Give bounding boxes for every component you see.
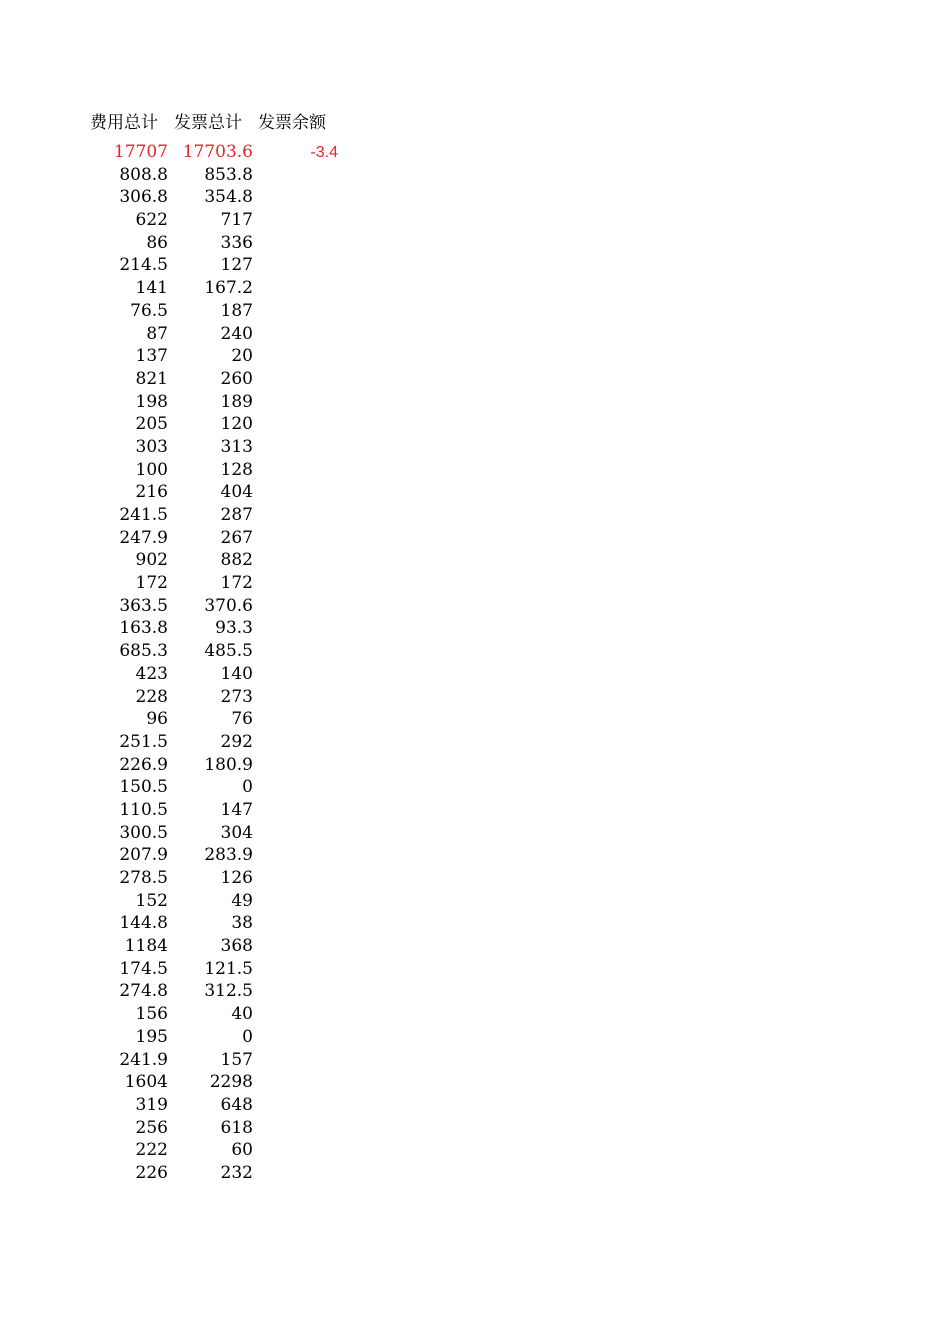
invoice-cell: 717 xyxy=(220,210,253,231)
expense-cell: 300.5 xyxy=(119,822,168,843)
table-row xyxy=(88,252,348,275)
invoice-cell: 273 xyxy=(220,686,253,707)
summary-expense-total: 17707 xyxy=(113,142,168,162)
expense-cell: 278.5 xyxy=(119,868,168,888)
expense-cell: 306.8 xyxy=(119,187,168,208)
expense-cell: 251.5 xyxy=(119,731,168,752)
invoice-cell: 147 xyxy=(220,799,253,820)
header-row xyxy=(88,110,348,136)
invoice-cell: 172 xyxy=(220,573,253,594)
invoice-cell: 189 xyxy=(220,391,253,412)
table-row xyxy=(88,433,348,456)
expense-cell: 303 xyxy=(135,436,168,457)
table-row xyxy=(88,479,348,502)
invoice-cell: 283.9 xyxy=(204,845,253,866)
table-row xyxy=(88,910,348,933)
table-row xyxy=(88,706,348,729)
table-row xyxy=(88,297,348,320)
expense-cell: 214.5 xyxy=(119,255,168,276)
expense-cell: 163.8 xyxy=(119,618,168,639)
table-row xyxy=(88,1091,348,1114)
expense-cell: 156 xyxy=(135,1004,168,1025)
invoice-cell: 121.5 xyxy=(204,958,253,979)
table-row xyxy=(88,1046,348,1069)
table-row xyxy=(88,184,348,207)
table-row xyxy=(88,887,348,910)
table-row xyxy=(88,660,348,683)
table-row xyxy=(88,592,348,615)
expense-cell: 902 xyxy=(135,550,168,571)
table-row xyxy=(88,206,348,229)
invoice-cell: 267 xyxy=(220,527,253,548)
table-row xyxy=(88,1000,348,1023)
expense-cell: 172 xyxy=(135,573,168,594)
invoice-cell: 60 xyxy=(231,1140,253,1161)
expense-cell: 96 xyxy=(146,709,168,730)
table-row xyxy=(88,388,348,411)
summary-row xyxy=(88,136,348,161)
table-row xyxy=(88,343,348,366)
invoice-cell: 648 xyxy=(220,1094,253,1115)
expense-cell: 319 xyxy=(135,1094,168,1115)
table-row xyxy=(88,161,348,184)
summary-invoice-total: 17703.6 xyxy=(182,142,253,162)
table-row xyxy=(88,320,348,343)
table-row xyxy=(88,864,348,887)
expense-cell: 1604 xyxy=(124,1072,168,1093)
table-row xyxy=(88,751,348,774)
expense-cell: 141 xyxy=(135,278,168,299)
expense-cell: 222 xyxy=(135,1140,168,1161)
table-row xyxy=(88,229,348,252)
invoice-cell: 260 xyxy=(220,368,253,389)
expense-cell: 86 xyxy=(146,232,168,253)
expense-cell: 808.8 xyxy=(119,164,168,185)
table-row xyxy=(88,637,348,660)
expense-cell: 174.5 xyxy=(119,958,168,979)
invoice-cell: 2298 xyxy=(209,1072,253,1093)
invoice-cell: 76 xyxy=(231,709,253,730)
table-body xyxy=(88,161,348,1182)
invoice-cell: 49 xyxy=(231,890,253,911)
table-row xyxy=(88,1023,348,1046)
invoice-cell: 180.9 xyxy=(204,754,253,775)
table-row xyxy=(88,955,348,978)
summary-invoice-balance: -3.4 xyxy=(310,144,338,161)
invoice-cell: 40 xyxy=(231,1004,253,1025)
invoice-cell: 167.2 xyxy=(204,278,253,299)
invoice-cell: 140 xyxy=(220,663,253,684)
expense-cell: 256 xyxy=(135,1117,168,1138)
invoice-cell: 20 xyxy=(231,346,253,367)
expense-cell: 821 xyxy=(135,368,168,389)
invoice-cell: 368 xyxy=(220,936,253,957)
expense-cell: 241.9 xyxy=(119,1049,168,1070)
table-row xyxy=(88,683,348,706)
invoice-cell: 232 xyxy=(220,1162,253,1183)
invoice-cell: 0 xyxy=(242,1026,253,1047)
table-row xyxy=(88,365,348,388)
invoice-cell: 370.6 xyxy=(204,595,253,616)
invoice-cell: 93.3 xyxy=(215,618,253,639)
invoice-cell: 304 xyxy=(220,822,253,843)
table-row xyxy=(88,547,348,570)
table-row xyxy=(88,274,348,297)
expense-invoice-table xyxy=(88,110,348,1182)
invoice-cell: 126 xyxy=(220,868,253,888)
table-row xyxy=(88,842,348,865)
expense-cell: 423 xyxy=(135,663,168,684)
expense-cell: 1184 xyxy=(124,936,168,957)
invoice-cell: 187 xyxy=(220,300,253,321)
expense-cell: 247.9 xyxy=(119,527,168,548)
invoice-cell: 287 xyxy=(220,505,253,525)
invoice-cell: 127 xyxy=(220,255,253,276)
invoice-cell: 404 xyxy=(220,482,253,503)
invoice-cell: 485.5 xyxy=(204,641,253,662)
table-row xyxy=(88,456,348,479)
expense-cell: 685.3 xyxy=(119,641,168,662)
expense-cell: 137 xyxy=(135,346,168,367)
table-row xyxy=(88,1159,348,1182)
expense-cell: 226.9 xyxy=(119,754,168,775)
table-row xyxy=(88,1114,348,1137)
expense-cell: 76.5 xyxy=(130,300,168,321)
expense-cell: 241.5 xyxy=(119,505,168,525)
expense-cell: 198 xyxy=(135,391,168,412)
expense-cell: 205 xyxy=(135,414,168,435)
table-row xyxy=(88,774,348,797)
table-row xyxy=(88,1069,348,1092)
expense-cell: 274.8 xyxy=(119,981,168,1002)
table-row xyxy=(88,728,348,751)
invoice-cell: 292 xyxy=(220,731,253,752)
table-row xyxy=(88,819,348,842)
expense-cell: 100 xyxy=(135,459,168,480)
invoice-cell: 240 xyxy=(220,323,253,344)
header-expense-total: 费用总计 xyxy=(90,112,158,133)
table-row xyxy=(88,932,348,955)
expense-cell: 144.8 xyxy=(119,913,168,934)
expense-cell: 195 xyxy=(135,1026,168,1047)
expense-cell: 622 xyxy=(135,210,168,231)
invoice-cell: 128 xyxy=(220,459,253,480)
expense-cell: 87 xyxy=(146,323,168,344)
header-invoice-total: 发票总计 xyxy=(174,112,242,133)
invoice-cell: 157 xyxy=(220,1049,253,1070)
expense-cell: 150.5 xyxy=(119,777,168,798)
invoice-cell: 882 xyxy=(220,550,253,571)
header-invoice-balance: 发票余额 xyxy=(258,112,326,133)
invoice-cell: 0 xyxy=(242,777,253,798)
table-row xyxy=(88,1137,348,1160)
table-row xyxy=(88,411,348,434)
expense-cell: 226 xyxy=(135,1162,168,1183)
invoice-cell: 618 xyxy=(220,1117,253,1138)
expense-cell: 228 xyxy=(135,686,168,707)
expense-cell: 216 xyxy=(135,482,168,503)
invoice-cell: 120 xyxy=(220,414,253,435)
expense-cell: 207.9 xyxy=(119,845,168,866)
table-row xyxy=(88,978,348,1001)
invoice-cell: 354.8 xyxy=(204,187,253,208)
invoice-cell: 336 xyxy=(220,232,253,253)
expense-cell: 363.5 xyxy=(119,595,168,616)
table-row xyxy=(88,501,348,524)
table-row xyxy=(88,569,348,592)
invoice-cell: 312.5 xyxy=(204,981,253,1002)
invoice-cell: 313 xyxy=(220,436,253,457)
table-row xyxy=(88,524,348,547)
expense-cell: 110.5 xyxy=(119,799,168,820)
expense-cell: 152 xyxy=(135,890,168,911)
invoice-cell: 38 xyxy=(231,913,253,934)
table-row xyxy=(88,615,348,638)
table-row xyxy=(88,796,348,819)
invoice-cell: 853.8 xyxy=(204,164,253,185)
